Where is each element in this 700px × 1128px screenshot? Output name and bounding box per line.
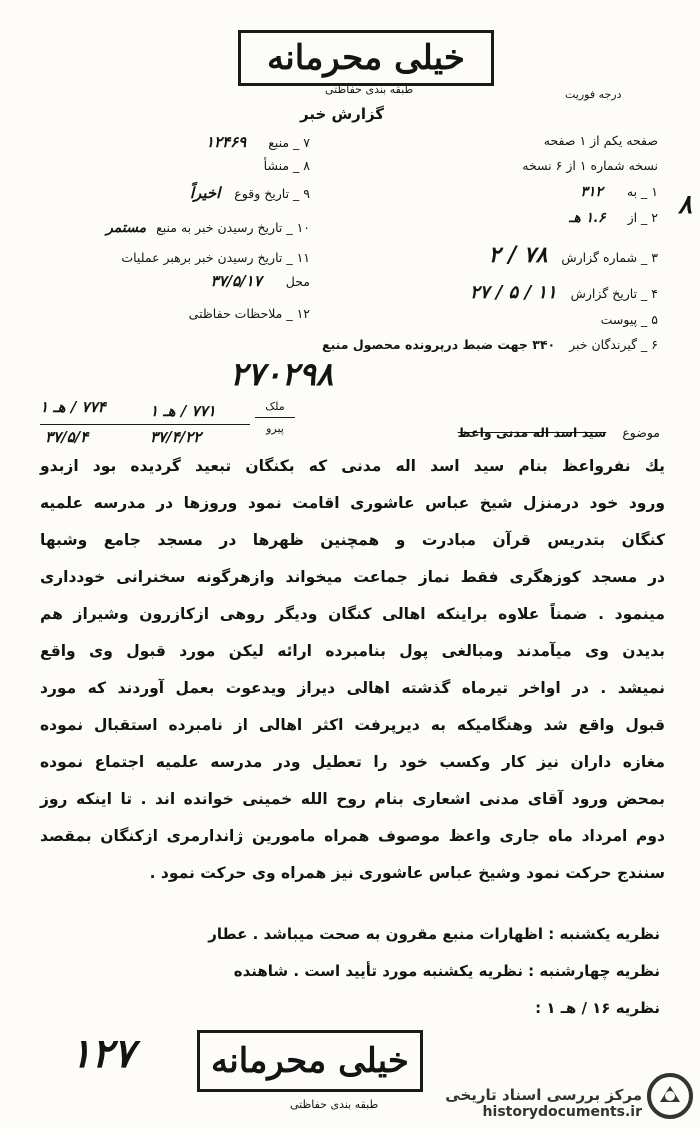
opinion-line-final: نظریه ۱۶ / هـ ۱ :	[535, 999, 660, 1017]
classification-label: طبقه بندی حفاظتی	[325, 83, 414, 96]
subject-row	[458, 425, 660, 440]
mulk-top: ملک	[255, 400, 295, 418]
body-line: ورود خود درمنزل شیخ عباس عاشوری اقامت نمود وروزها در مدرسه علمیه	[40, 494, 665, 512]
field-source-received-value: مستمر	[106, 220, 147, 236]
body-line: یك نفرواعظ بنام سید اسد اله مدنی که بکنگان تبعید گردیده بود ازبدو	[40, 457, 665, 475]
body-line: نمیشد . در اواخر تیرماه گذشته اهالی دیراز ویدعوت بعمل آوردند که مورد	[40, 679, 665, 697]
bottom-classification-stamp	[197, 1030, 423, 1092]
classification-label-bottom: طبقه بندی حفاظتی	[290, 1098, 379, 1111]
mulk-ref-1: ۷۷۱ / هـ ۱	[150, 402, 216, 420]
field-source-value: ۱۲۴۶۹	[205, 133, 247, 151]
stamp-text: خیلی محرمانه	[267, 38, 465, 78]
archive-watermark	[445, 1086, 642, 1120]
field-to-value: ۳۱۲	[580, 184, 603, 200]
field-to: ۱ _ به ۳۱۲	[580, 184, 658, 200]
stamp-text: خیلی محرمانه	[211, 1041, 409, 1081]
field-from-value: ۱.۶ هـ	[569, 210, 606, 226]
body-line: دوم امرداد ماه جاری واعظ موصوف همراه مامورین ژاندارمری ازکنگان بمقصد	[40, 827, 665, 845]
body-line: مینمود . ضمناً علاوه براینکه اهالی کنگان ودیگر روهی ازکازرون وشیراز هم	[40, 605, 665, 623]
body-line: کنگان بتدریس قرآن مبادرت و همچنین ظهرها در مسجد جامع وشبها	[40, 531, 665, 549]
body-line: در مسجد کوزهگری فقط نماز جماعت میخواند وازهرگونه سخنرانی خودداری	[40, 568, 665, 586]
field-page-count: صفحه یکم از ۱ صفحه	[543, 133, 658, 148]
field-attachment: ۵ _ پیوست	[600, 312, 658, 327]
field-origin: ۸ _ منشأ	[263, 158, 310, 173]
field-recipients-value: ۳۴۰ جهت ضبط درپرونده محصول منبع	[322, 337, 556, 352]
field-report-date-value: ۱۱ / ۵ / ۲۷	[470, 282, 557, 303]
field-security-notes: ۱۲ _ ملاحظات حفاظتی	[188, 306, 310, 321]
body-line: بمحض ورود آقای مدنی اشعاری بنام روح الله خمینی خوانده اند . تا اینکه روز	[40, 790, 665, 808]
field-location: محل ۳۷/۵/۱۷	[210, 272, 310, 290]
field-source-received-date: ۱۰ _ تاریخ رسیدن خبر به منبع مستمر	[106, 220, 310, 236]
mulk-divider	[40, 424, 250, 425]
field-source: ۷ _ منبع ۱۲۴۶۹	[205, 133, 310, 151]
field-report-number: ۳ _ شماره گزارش ۷۸ / ۲	[488, 242, 658, 268]
body-line: قبول واقع شد وهنگامیکه به دیرپرفت اکثر اهالی از نامبرده استقبال نموده	[40, 716, 665, 734]
mulk-bottom: پیرو	[266, 422, 284, 435]
field-location-value: ۳۷/۵/۱۷	[210, 272, 262, 290]
side-mark: ۸	[678, 190, 692, 220]
body-line: سنندج حرکت نمود وشیخ عباس عاشوری نیز همراه وی حرکت نمود .	[149, 864, 665, 882]
field-report-number-value: ۷۸ / ۲	[488, 242, 548, 268]
field-recipients: ۶ _ گیرندگان خبر ۳۴۰ جهت ضبط درپرونده محصول منبع	[322, 337, 658, 352]
bottom-handwritten-number: ۱۲۷	[70, 1030, 135, 1077]
watermark-url: historydocuments.ir	[482, 1104, 642, 1120]
body-line: بدیدن وی میآمدند ومبالغی پول بنامبرده ارائه لیکن مورد قبول وی واقع	[40, 642, 665, 660]
mulk-box	[255, 400, 295, 435]
archive-logo-icon	[646, 1072, 694, 1120]
mulk-ref-2: ۷۷۴ / هـ ۱	[40, 398, 106, 416]
field-event-date: ۹ _ تاریخ وقوع اخیراً	[189, 184, 310, 202]
field-from: ۲ _ از ۱.۶ هـ	[569, 210, 658, 226]
opinion-line-sunday: نظریه یکشنبه : اظهارات منبع مقرون به صحت میباشد . عطار	[208, 925, 660, 943]
mulk-date-1: ۳۷/۴/۲۲	[150, 428, 202, 446]
top-classification-stamp	[238, 30, 494, 86]
field-event-date-value: اخیراً	[189, 184, 221, 202]
field-leader-received-date: ۱۱ _ تاریخ رسیدن خبر برهبر عملیات	[121, 250, 310, 265]
priority-label: درجه فوریت	[565, 88, 622, 101]
field-report-date: ۴ _ تاریخ گزارش ۱۱ / ۵ / ۲۷	[470, 282, 658, 303]
mulk-date-2: ۳۷/۵/۴	[45, 428, 89, 446]
subject-label: موضوع	[622, 425, 660, 440]
body-line: مغازه داران نیز کار وکسب خود را تعطیل ودر مدرسه علمیه اجتماع نموده	[40, 753, 665, 771]
report-title: گزارش خبر	[300, 105, 385, 123]
field-copy-number: نسخه شماره ۱ از ۶ نسخه	[522, 158, 658, 173]
handwritten-number: ۲۷۰۲۹۸	[230, 355, 334, 393]
watermark-title: مرکز بررسی اسناد تاریخی	[445, 1086, 642, 1104]
subject-value: سید اسد اله مدنی واعظ	[457, 425, 607, 440]
opinion-line-wednesday: نظریه چهارشنبه : نظریه یکشنبه مورد تأیید است . شاهنده	[233, 962, 660, 980]
